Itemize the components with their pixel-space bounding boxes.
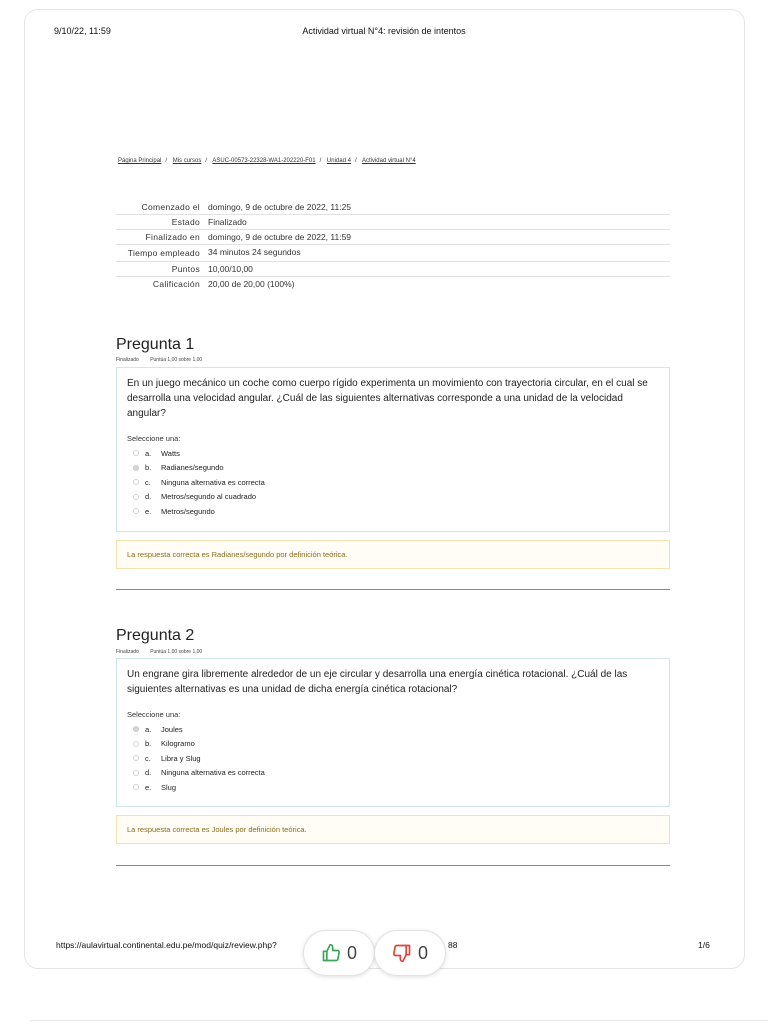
option-letter: c. (145, 477, 151, 487)
summary-label: Puntos (171, 264, 200, 274)
breadcrumb-my-courses[interactable]: Mis cursos (172, 158, 202, 164)
summary-label: Comenzado el (141, 202, 200, 212)
breadcrumb-course[interactable]: ASUC-00573-22328-WA1-202220-F01 (212, 158, 316, 164)
option-letter: d. (145, 768, 152, 778)
question-box (116, 658, 670, 807)
answer-option[interactable] (127, 446, 659, 461)
question-meta (116, 649, 212, 655)
summary-label: Calificación (152, 279, 200, 289)
radio-button[interactable] (133, 479, 139, 485)
select-prompt: Seleccione una: (127, 710, 181, 719)
summary-value: domingo, 9 de octubre de 2022, 11:25 (208, 202, 352, 212)
radio-button[interactable] (133, 770, 139, 776)
summary-label: Finalizado en (145, 232, 200, 242)
select-prompt: Seleccione una: (127, 434, 181, 443)
option-letter: b. (145, 463, 152, 473)
breadcrumb: Página Principal / Mis cursos / ASUC-00573-22328-WA1-202220-F01 / Unidad 4 / Actividad virtual N°4 (118, 158, 416, 164)
option-text: Ninguna alternativa es correcta (161, 768, 265, 778)
footer-url-tail: 88 (448, 940, 458, 950)
radio-button[interactable] (133, 508, 139, 514)
answer-option[interactable] (127, 475, 659, 490)
question-title: Pregunta 1 (116, 336, 195, 353)
answer-option[interactable] (127, 737, 659, 752)
summary-value: Finalizado (208, 217, 247, 227)
feedback-box: La respuesta correcta es Radianes/segundo por definición teórica. (116, 540, 670, 569)
option-text: Metros/segundo (161, 506, 215, 516)
summary-row-grade (116, 277, 670, 292)
question-state: Finalizado (116, 357, 139, 363)
question-box (116, 367, 670, 532)
summary-value: 10,00/10,00 (208, 264, 253, 274)
option-letter: d. (145, 492, 152, 502)
answer-option[interactable] (127, 766, 659, 781)
downvote-count: 0 (417, 942, 428, 963)
radio-button-selected[interactable] (133, 465, 139, 471)
option-letter: a. (145, 724, 152, 734)
radio-button[interactable] (133, 494, 139, 500)
upvote-button[interactable] (303, 930, 375, 976)
summary-row-time (116, 245, 670, 262)
question-title: Pregunta 2 (116, 627, 195, 644)
attempt-summary (116, 200, 670, 291)
option-text: Joules (161, 724, 183, 734)
print-date: 9/10/22, 11:59 (54, 26, 111, 36)
answer-option[interactable] (127, 504, 659, 519)
summary-row-points (116, 262, 670, 277)
question-divider (116, 865, 670, 866)
option-letter: e. (145, 782, 152, 792)
summary-value: 20,00 de 20,00 (100%) (208, 279, 295, 289)
option-text: Kilogramo (161, 739, 195, 749)
breadcrumb-activity[interactable]: Actividad virtual N°4 (361, 158, 416, 164)
question-text: En un juego mecánico un coche como cuerpo rígido experimenta un movimiento con trayectoria circular, en el cual se desarrolla una velocidad angular. ¿Cuál de las siguientes alternativas corresponde a una unidad de la velocidad angular? (127, 378, 648, 419)
summary-row-finished (116, 230, 670, 245)
radio-button[interactable] (133, 784, 139, 790)
option-text: Radianes/segundo (161, 463, 224, 473)
radio-button[interactable] (133, 450, 139, 456)
bottom-divider (30, 1020, 768, 1021)
footer-url: https://aulavirtual.continental.edu.pe/mod/quiz/review.php? (56, 940, 277, 950)
footer-page-number: 1/6 (698, 940, 710, 950)
option-text: Slug (161, 782, 177, 792)
radio-button-selected[interactable] (133, 726, 139, 732)
option-text: Metros/segundo al cuadrado (161, 492, 257, 502)
summary-row-state (116, 215, 670, 230)
option-letter: e. (145, 506, 152, 516)
summary-row-started (116, 200, 670, 215)
print-title: Actividad virtual N°4: revisión de intentos (302, 26, 466, 36)
option-text: Watts (161, 448, 180, 458)
answer-option[interactable] (127, 490, 659, 505)
option-letter: a. (145, 448, 152, 458)
answer-option[interactable] (127, 780, 659, 795)
option-letter: b. (145, 739, 152, 749)
answer-option[interactable] (127, 461, 659, 476)
question-meta (116, 357, 212, 363)
summary-label: Tiempo empleado (127, 248, 200, 258)
question-divider (116, 589, 670, 590)
question-score: Puntúa 1,00 sobre 1,00 (150, 357, 203, 363)
downvote-button[interactable] (374, 930, 446, 976)
question-score: Puntúa 1,00 sobre 1,00 (150, 649, 203, 655)
question-state: Finalizado (116, 649, 139, 655)
answer-option[interactable] (127, 722, 659, 737)
answer-option[interactable] (127, 751, 659, 766)
summary-value: 34 minutos 24 segundos (208, 247, 301, 257)
question-text: Un engrane gira libremente alrededor de un eje circular y desarrolla una energía cinética rotacional. ¿Cuál de las siguientes alternativas es una unidad de dicha energía cinética rotacional? (127, 669, 628, 695)
feedback-box: La respuesta correcta es Joules por definición teórica. (116, 815, 670, 844)
summary-value: domingo, 9 de octubre de 2022, 11:59 (208, 232, 352, 242)
breadcrumb-home[interactable]: Página Principal (118, 158, 162, 164)
radio-button[interactable] (133, 741, 139, 747)
breadcrumb-unit[interactable]: Unidad 4 (326, 158, 351, 164)
upvote-count: 0 (346, 942, 357, 963)
summary-label: Estado (171, 217, 200, 227)
option-letter: c. (145, 753, 151, 763)
radio-button[interactable] (133, 755, 139, 761)
option-text: Libra y Slug (161, 753, 201, 763)
option-text: Ninguna alternativa es correcta (161, 477, 265, 487)
thumbs-up-icon (321, 943, 341, 963)
thumbs-down-icon (392, 943, 412, 963)
